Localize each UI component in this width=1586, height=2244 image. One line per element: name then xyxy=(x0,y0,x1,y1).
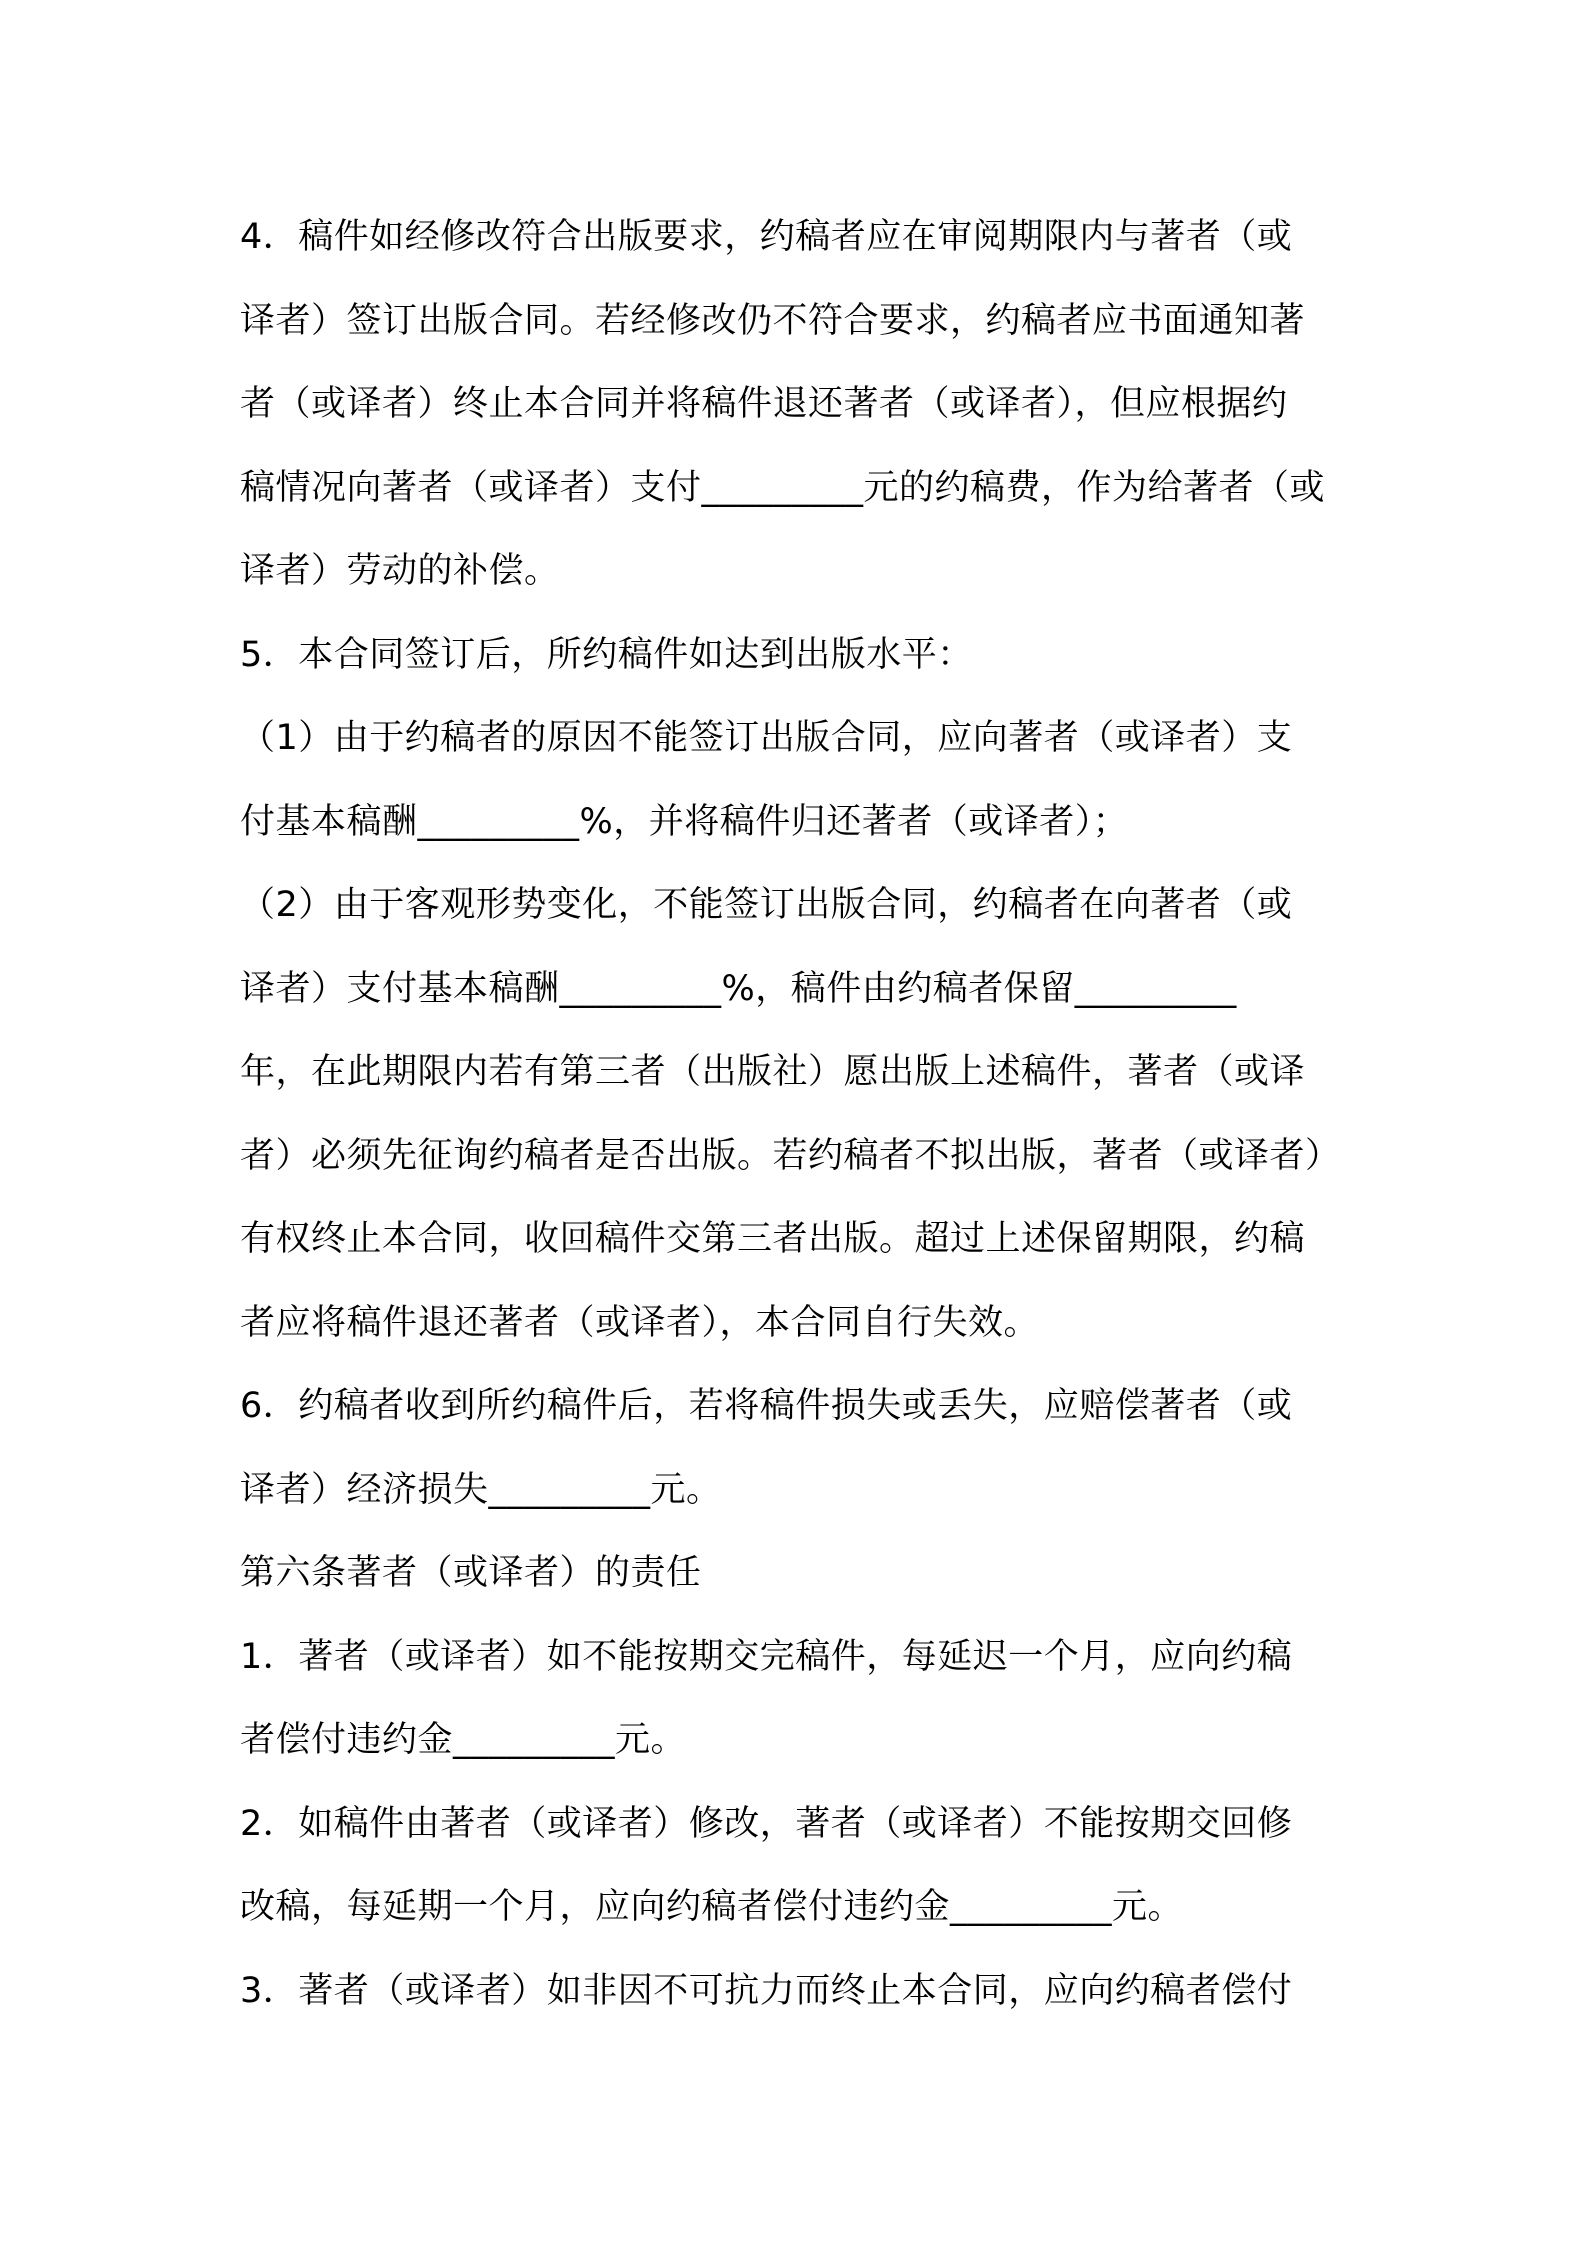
text-line: 译者）劳动的补偿。 xyxy=(240,551,560,591)
text-line: 译者）经济损失_________元。 xyxy=(240,1469,722,1510)
document-body xyxy=(240,196,1352,2033)
section-heading: 第六条著者（或译者）的责任 xyxy=(240,1553,702,1593)
text-line: （1）由于约稿者的原因不能签订出版合同，应向著者（或译者）支 xyxy=(240,718,1293,758)
text-line: 4．稿件如经修改符合出版要求，约稿者应在审阅期限内与著者（或 xyxy=(240,217,1293,257)
text-line: 译者）支付基本稿酬_________%，稿件由约稿者保留_________ xyxy=(240,968,1237,1009)
text-line: 改稿，每延期一个月，应向约稿者偿付违约金_________元。 xyxy=(240,1887,1184,1927)
text-line: 者应将稿件退还著者（或译者），本合同自行失效。 xyxy=(240,1302,1040,1343)
text-line: 年，在此期限内若有第三者（出版社）愿出版上述稿件，著者（或译 xyxy=(240,1052,1306,1092)
text-line: 者（或译者）终止本合同并将稿件退还著者（或译者），但应根据约 xyxy=(240,384,1288,424)
text-line: 3．著者（或译者）如非因不可抗力而终止本合同，应向约稿者偿付 xyxy=(240,1970,1293,2011)
text-line: 6．约稿者收到所约稿件后，若将稿件损失或丢失，应赔偿著者（或 xyxy=(240,1386,1293,1426)
text-line: （2）由于客观形势变化，不能签订出版合同，约稿者在向著者（或 xyxy=(240,885,1293,925)
text-line: 稿情况向著者（或译者）支付_________元的约稿费，作为给著者（或 xyxy=(240,467,1326,508)
text-line: 译者）签订出版合同。若经修改仍不符合要求，约稿者应书面通知著 xyxy=(240,300,1306,341)
text-line: 付基本稿酬_________%，并将稿件归还著者（或译者）； xyxy=(240,801,1129,842)
text-line: 有权终止本合同，收回稿件交第三者出版。超过上述保留期限，约稿 xyxy=(240,1219,1306,1259)
text-line: 1．著者（或译者）如不能按期交完稿件，每延迟一个月，应向约稿 xyxy=(240,1636,1293,1677)
text-line: 2．如稿件由著者（或译者）修改，著者（或译者）不能按期交回修 xyxy=(240,1803,1293,1844)
text-line: 者）必须先征询约稿者是否出版。若约稿者不拟出版，著者（或译者） xyxy=(240,1135,1341,1176)
text-line: 者偿付违约金_________元。 xyxy=(240,1720,687,1760)
text-line: 5．本合同签订后，所约稿件如达到出版水平： xyxy=(240,634,973,675)
